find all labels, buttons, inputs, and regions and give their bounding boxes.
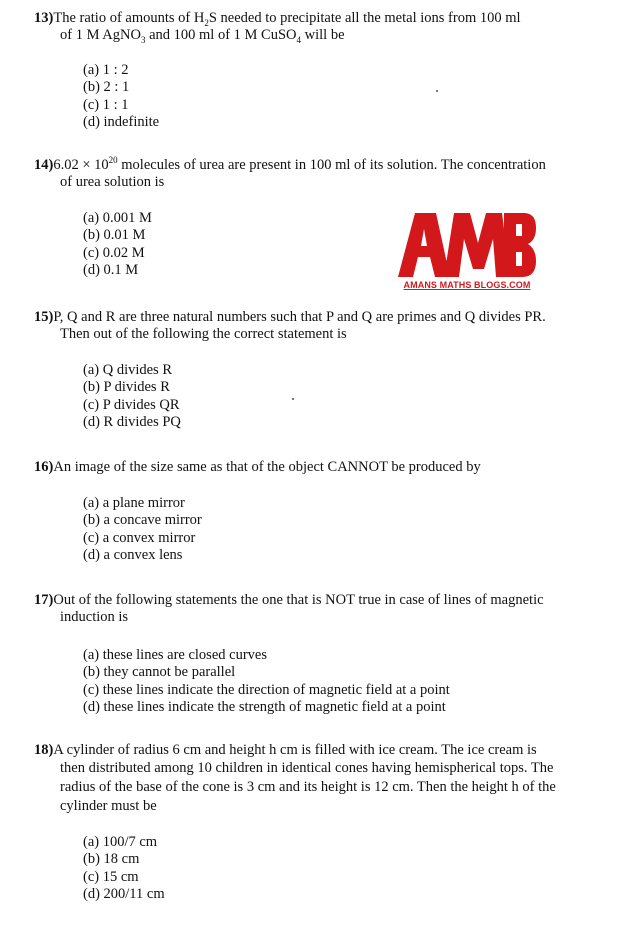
question-14 — [34, 157, 624, 191]
option-b[interactable]: (b) they cannot be parallel — [83, 664, 236, 681]
option-c[interactable]: (c) 1 : 1 — [83, 96, 129, 113]
question-stem: 13)The ratio of amounts of $H_2S$ needed to precipitate all the metal ions from 100 ml of 1 M AgNO$_3$ and 100 ml of 1 M CuSO$_4$ will be — [34, 10, 521, 45]
question-stem: 18)A cylinder of radius 6 cm and height h cm is filled with ice cream. The ice cream is then distributed among 10 children in identical cones having hemispherical tops. The radius of the base of the cone is 3 cm and its height is 12 cm. Then the height h of the cylinder must be — [34, 742, 556, 814]
options-list — [83, 62, 159, 131]
question-number: 17) — [34, 592, 54, 608]
option-a[interactable]: (a) 0.001 M — [83, 210, 152, 226]
option-c[interactable]: (c) a convex mirror — [83, 529, 196, 546]
options-list — [83, 210, 152, 279]
option-b[interactable]: (b) 2 : 1 — [83, 79, 130, 96]
question-stem: 17)Out of the following statements the one that is NOT true in case of lines of magnetic induction is — [34, 592, 544, 625]
option-a[interactable]: (a) these lines are closed curves — [83, 647, 267, 663]
scan-speck — [436, 90, 438, 92]
amb-watermark-logo — [398, 213, 536, 291]
question-13 — [34, 10, 624, 44]
question-stem: 15)P, Q and R are three natural numbers such that P and Q are primes and Q divides PR. Then out of the following the correct statement is — [34, 309, 546, 342]
option-b[interactable]: (b) P divides R — [83, 379, 170, 396]
option-c[interactable]: (c) P divides QR — [83, 396, 180, 413]
option-b[interactable]: (b) 18 cm — [83, 851, 140, 868]
options-list — [83, 647, 450, 716]
question-15 — [34, 309, 624, 343]
question-17 — [34, 592, 624, 626]
option-d[interactable]: (d) R divides PQ — [83, 413, 181, 430]
option-a[interactable]: (a) 100/7 cm — [83, 834, 158, 850]
question-18 — [34, 742, 626, 816]
option-c[interactable]: (c) 15 cm — [83, 868, 139, 885]
question-number: 13) — [34, 10, 54, 26]
option-a[interactable]: (a) a plane mirror — [83, 495, 185, 511]
question-16 — [34, 459, 624, 476]
options-list — [83, 362, 181, 431]
question-number: 15) — [34, 309, 54, 325]
option-d[interactable]: (d) 0.1 M — [83, 261, 139, 278]
question-number: 16) — [34, 459, 54, 475]
option-a[interactable]: (a) 1 : 2 — [83, 62, 129, 78]
option-d[interactable]: (d) these lines indicate the strength of magnetic field at a point — [83, 698, 446, 715]
question-number: 18) — [34, 742, 54, 758]
scan-speck — [292, 398, 294, 400]
question-stem: 16)An image of the size same as that of the object CANNOT be produced by — [34, 459, 481, 475]
option-d[interactable]: (d) 200/11 cm — [83, 885, 165, 902]
options-list — [83, 834, 165, 903]
question-number: 14) — [34, 157, 54, 173]
options-list — [83, 495, 202, 564]
option-b[interactable]: (b) 0.01 M — [83, 227, 146, 244]
watermark-text: AMANS MATHS BLOGS.COM — [398, 279, 536, 291]
option-b[interactable]: (b) a concave mirror — [83, 512, 202, 529]
option-a[interactable]: (a) Q divides R — [83, 362, 172, 378]
option-d[interactable]: (d) a convex lens — [83, 546, 183, 563]
option-d[interactable]: (d) indefinite — [83, 113, 160, 130]
option-c[interactable]: (c) 0.02 M — [83, 244, 145, 261]
option-c[interactable]: (c) these lines indicate the direction of magnetic field at a point — [83, 681, 450, 698]
question-stem: $14)6.02 \times 10^{20}$ molecules of urea are present in 100 ml of its solution. The concentration of urea solution is — [34, 155, 546, 190]
